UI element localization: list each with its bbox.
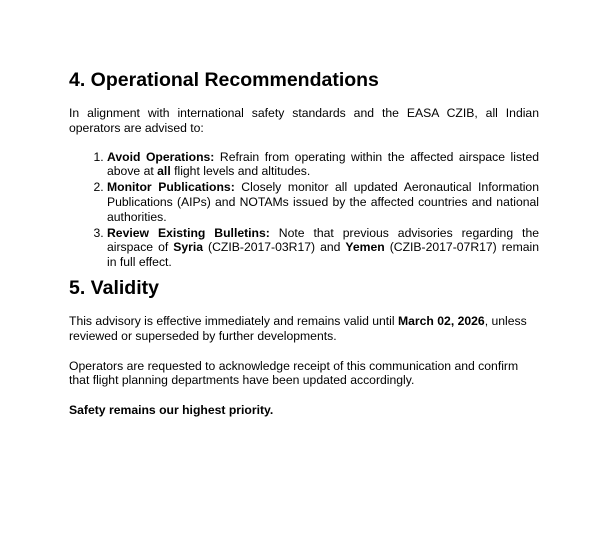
validity-text: This advisory is effective immediately and remains valid until [69, 313, 398, 328]
recommendations-list [69, 150, 539, 270]
closing-statement: Safety remains our highest priority. [69, 403, 274, 418]
validity-paragraph [69, 314, 539, 344]
item-title: Monitor Publications: [107, 180, 235, 195]
item-emphasis: all [157, 164, 171, 179]
section-4-intro: In alignment with international safety standards and the EASA CZIB, all Indian operators are advised to: [69, 106, 539, 135]
item-text: flight levels and altitudes. [170, 164, 311, 179]
validity-date: March 02, 2026 [397, 313, 485, 328]
item-title: Avoid Operations: [107, 149, 215, 164]
recommendation-item-review-bulletins [107, 226, 539, 270]
item-emphasis-yemen: Yemen [345, 240, 385, 255]
item-text: (CZIB-2017-07R17) remain in full effect. [107, 240, 539, 270]
item-text: Refrain from operating within the affected airspace listed above at [107, 149, 540, 179]
recommendation-item-avoid-operations [107, 150, 539, 180]
item-text: (CZIB-2017-03R17) and [203, 240, 346, 255]
acknowledge-paragraph: Operators are requested to acknowledge receipt of this communication and confirm that flight planning departments have been updated accordingly. [69, 358, 519, 388]
item-emphasis-syria: Syria [173, 240, 204, 255]
recommendation-item-monitor-publications [107, 180, 539, 224]
section-5-heading: 5. Validity [69, 276, 159, 299]
section-4-heading: 4. Operational Recommendations [69, 69, 379, 91]
item-text: Note that previous advisories regarding the airspace of [107, 225, 540, 255]
document-page [69, 60, 539, 418]
item-title: Review Existing Bulletins: [107, 225, 270, 240]
item-text: Closely monitor all updated Aeronautical Information Publications (AIPs) and NOTAMs issued by the affected countries and national authorities. [107, 180, 539, 224]
validity-text-end: , unless reviewed or superseded by further developments. [69, 313, 527, 343]
